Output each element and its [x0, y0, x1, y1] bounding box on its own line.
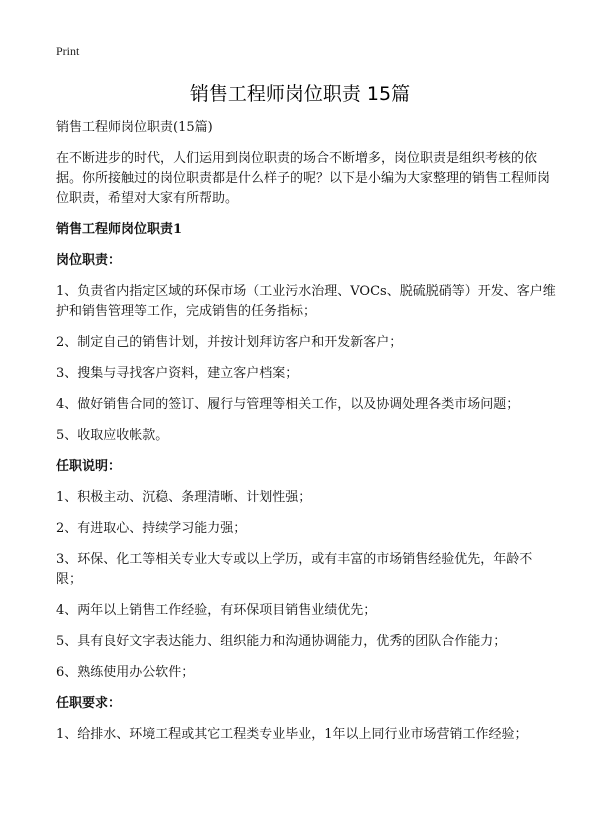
qualification-item: 3、环保、化工等相关专业大专或以上学历，或有丰富的市场销售经验优先，年龄不限； — [56, 552, 533, 587]
page-title: 销售工程师岗位职责 15篇 — [189, 83, 411, 105]
duty-item: 4、做好销售合同的签订、履行与管理等相关工作，以及协调处理各类市场问题； — [56, 397, 520, 412]
duty-item: 2、制定自己的销售计划，并按计划拜访客户和开发新客户； — [56, 335, 403, 350]
duty-item: 3、搜集与寻找客户资料，建立客户档案； — [56, 366, 299, 381]
requirements-heading: 任职要求： — [56, 696, 122, 711]
qualification-item: 4、两年以上销售工作经验，有环保项目销售业绩优先； — [56, 603, 377, 618]
section-title: 销售工程师岗位职责1 — [56, 222, 183, 237]
duties-heading: 岗位职责： — [56, 253, 122, 268]
duty-item: 1、负责省内指定区域的环保市场（工业污水治理、VOCs、脱硫脱硝等）开发、客户维护和销售管理等工作，完成销售的任务指标； — [56, 284, 556, 319]
document-body — [56, 118, 556, 756]
requirement-item: 1、给排水、环境工程或其它工程类专业毕业，1年以上同行业市场营销工作经验； — [56, 727, 528, 742]
document-subtitle: 销售工程师岗位职责(15篇) — [56, 120, 213, 135]
qualification-item: 5、具有良好文字表达能力、组织能力和沟通协调能力，优秀的团队合作能力； — [56, 634, 507, 649]
qualifications-heading: 任职说明： — [56, 459, 122, 474]
qualification-item: 1、积极主动、沉稳、条理清晰、计划性强； — [56, 490, 312, 505]
qualification-item: 6、熟练使用办公软件； — [56, 665, 195, 680]
intro-paragraph: 在不断进步的时代，人们运用到岗位职责的场合不断增多，岗位职责是组织考核的依据。你所接触过的岗位职责都是什么样子的呢？以下是小编为大家整理的销售工程师岗位职责，希望对大家有所帮助。 — [56, 151, 551, 206]
print-link[interactable]: Print — [56, 44, 80, 58]
qualification-item: 2、有进取心、持续学习能力强； — [56, 521, 247, 536]
duty-item: 5、收取应收帐款。 — [56, 428, 169, 443]
